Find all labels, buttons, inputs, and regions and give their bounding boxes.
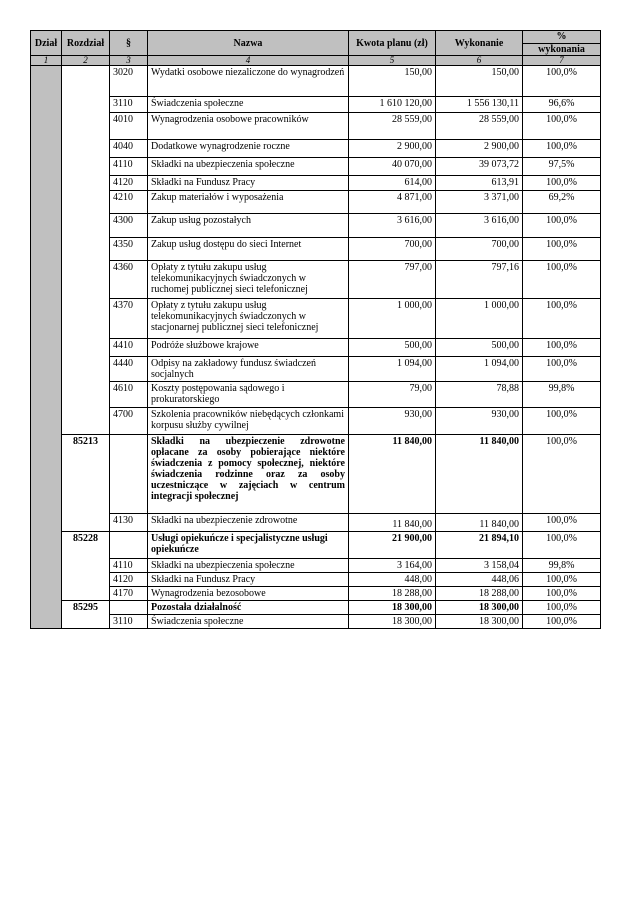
execution-percent: 69,2%	[523, 191, 601, 214]
item-name: Świadczenia społeczne	[148, 97, 349, 113]
plan-amount: 1 610 120,00	[349, 97, 436, 113]
column-number-row	[31, 56, 601, 66]
paragraph-code: 4120	[110, 573, 148, 587]
item-name: Składki na Fundusz Pracy	[148, 573, 349, 587]
plan-amount: 797,00	[349, 261, 436, 299]
execution-percent: 100,0%	[523, 299, 601, 339]
paragraph-code: 4170	[110, 587, 148, 601]
executed-amount: 930,00	[436, 408, 523, 435]
paragraph-code: 4110	[110, 158, 148, 176]
item-name: Wynagrodzenia bezosobowe	[148, 587, 349, 601]
item-name: Świadczenia społeczne	[148, 615, 349, 629]
paragraph-code: 3110	[110, 615, 148, 629]
section-name: Usługi opiekuńcze i specjalistyczne usługi opiekuńcze	[148, 532, 349, 559]
paragraph-code	[110, 435, 148, 514]
table-row	[31, 573, 601, 587]
executed-amount: 500,00	[436, 339, 523, 357]
paragraph-code: 3020	[110, 66, 148, 97]
header-wykonanie: Wykonanie	[436, 31, 523, 56]
header-rozdzial: Rozdział	[62, 31, 110, 56]
plan-amount: 18 288,00	[349, 587, 436, 601]
paragraph-code: 3110	[110, 97, 148, 113]
plan-amount: 40 070,00	[349, 158, 436, 176]
table-row	[31, 408, 601, 435]
executed-amount: 11 840,00	[436, 435, 523, 514]
table-row	[31, 191, 601, 214]
plan-amount: 18 300,00	[349, 615, 436, 629]
paragraph-code: 4700	[110, 408, 148, 435]
executed-amount: 3 371,00	[436, 191, 523, 214]
executed-amount: 700,00	[436, 238, 523, 261]
section-name: Pozostała działalność	[148, 601, 349, 615]
executed-amount: 1 000,00	[436, 299, 523, 339]
paragraph-code: 4440	[110, 357, 148, 382]
column-number: 2	[62, 56, 110, 66]
table-header	[31, 31, 601, 66]
executed-amount: 1 556 130,11	[436, 97, 523, 113]
plan-amount: 1 000,00	[349, 299, 436, 339]
paragraph-code: 4350	[110, 238, 148, 261]
table-row	[31, 140, 601, 158]
plan-amount: 2 900,00	[349, 140, 436, 158]
budget-execution-table	[30, 30, 601, 629]
item-name: Zakup usług dostępu do sieci Internet	[148, 238, 349, 261]
item-name: Dodatkowe wynagrodzenie roczne	[148, 140, 349, 158]
rozdzial-code: 85213	[62, 435, 110, 532]
paragraph-code: 4130	[110, 514, 148, 532]
rozdzial-code: 85295	[62, 601, 110, 629]
item-name: Zakup materiałów i wyposażenia	[148, 191, 349, 214]
plan-amount: 79,00	[349, 382, 436, 408]
execution-percent: 100,0%	[523, 214, 601, 238]
plan-amount: 11 840,00	[349, 514, 436, 532]
table-row	[31, 357, 601, 382]
executed-amount: 2 900,00	[436, 140, 523, 158]
column-number: 6	[436, 56, 523, 66]
plan-amount: 18 300,00	[349, 601, 436, 615]
column-number: 4	[148, 56, 349, 66]
executed-amount: 18 288,00	[436, 587, 523, 601]
item-name: Składki na Fundusz Pracy	[148, 176, 349, 191]
header-dzial: Dział	[31, 31, 62, 56]
table-row	[31, 113, 601, 140]
item-name: Podróże służbowe krajowe	[148, 339, 349, 357]
paragraph-code: 4210	[110, 191, 148, 214]
plan-amount: 28 559,00	[349, 113, 436, 140]
paragraph-code: 4370	[110, 299, 148, 339]
execution-percent: 100,0%	[523, 238, 601, 261]
plan-amount: 4 871,00	[349, 191, 436, 214]
paragraph-code: 4010	[110, 113, 148, 140]
paragraph-code	[110, 532, 148, 559]
section-name: Składki na ubezpieczenie zdrowotne opłacane za osoby pobierające niektóre świadczenia z pomocy społecznej, niektóre świadczenia rodzinne oraz za osoby uczestniczące w zajęciach w centrum integracji społecznej	[148, 435, 349, 514]
executed-amount: 39 073,72	[436, 158, 523, 176]
table-body	[31, 66, 601, 629]
table-row	[31, 176, 601, 191]
execution-percent: 99,8%	[523, 382, 601, 408]
executed-amount: 18 300,00	[436, 601, 523, 615]
table-row	[31, 214, 601, 238]
executed-amount: 1 094,00	[436, 357, 523, 382]
table-row	[31, 601, 601, 615]
column-number: 7	[523, 56, 601, 66]
item-name: Składki na ubezpieczenia społeczne	[148, 559, 349, 573]
executed-amount: 150,00	[436, 66, 523, 97]
table-row	[31, 382, 601, 408]
header-percent-symbol: %	[523, 31, 600, 44]
executed-amount: 448,06	[436, 573, 523, 587]
table-row	[31, 435, 601, 514]
paragraph-code: 4360	[110, 261, 148, 299]
item-name: Składki na ubezpieczenie zdrowotne	[148, 514, 349, 532]
item-name: Opłaty z tytułu zakupu usług telekomunikacyjnych świadczonych w stacjonarnej publicznej sieci telefonicznej	[148, 299, 349, 339]
executed-amount: 28 559,00	[436, 113, 523, 140]
plan-amount: 700,00	[349, 238, 436, 261]
execution-percent: 100,0%	[523, 261, 601, 299]
table-row	[31, 339, 601, 357]
plan-amount: 3 164,00	[349, 559, 436, 573]
table-row	[31, 158, 601, 176]
plan-amount: 614,00	[349, 176, 436, 191]
header-row	[31, 31, 601, 56]
rozdzial-code: 85228	[62, 532, 110, 601]
executed-amount: 613,91	[436, 176, 523, 191]
execution-percent: 100,0%	[523, 140, 601, 158]
header-percent-word: wykonania	[538, 44, 585, 55]
table-row	[31, 66, 601, 97]
item-name: Opłaty z tytułu zakupu usług telekomunikacyjnych świadczonych w ruchomej publicznej sieci telefonicznej	[148, 261, 349, 299]
plan-amount: 150,00	[349, 66, 436, 97]
execution-percent: 100,0%	[523, 408, 601, 435]
execution-percent: 100,0%	[523, 357, 601, 382]
paragraph-code: 4110	[110, 559, 148, 573]
executed-amount: 18 300,00	[436, 615, 523, 629]
paragraph-code: 4610	[110, 382, 148, 408]
executed-amount: 11 840,00	[436, 514, 523, 532]
execution-percent: 100,0%	[523, 532, 601, 559]
header-kwota-planu: Kwota planu (zł)	[349, 31, 436, 56]
execution-percent: 100,0%	[523, 176, 601, 191]
execution-percent: 100,0%	[523, 514, 601, 532]
execution-percent: 100,0%	[523, 615, 601, 629]
table-row	[31, 559, 601, 573]
table-row	[31, 238, 601, 261]
executed-amount: 3 616,00	[436, 214, 523, 238]
column-number: 3	[110, 56, 148, 66]
execution-percent: 100,0%	[523, 601, 601, 615]
header-procent-wykonania	[523, 31, 601, 56]
item-name: Koszty postępowania sądowego i prokuratorskiego	[148, 382, 349, 408]
execution-percent: 100,0%	[523, 435, 601, 514]
item-name: Wydatki osobowe niezaliczone do wynagrodzeń	[148, 66, 349, 97]
execution-percent: 100,0%	[523, 573, 601, 587]
plan-amount: 11 840,00	[349, 435, 436, 514]
table-row	[31, 615, 601, 629]
plan-amount: 448,00	[349, 573, 436, 587]
execution-percent: 97,5%	[523, 158, 601, 176]
header-nazwa: Nazwa	[148, 31, 349, 56]
item-name: Odpisy na zakładowy fundusz świadczeń socjalnych	[148, 357, 349, 382]
item-name: Składki na ubezpieczenia społeczne	[148, 158, 349, 176]
plan-amount: 3 616,00	[349, 214, 436, 238]
table-row	[31, 514, 601, 532]
executed-amount: 21 894,10	[436, 532, 523, 559]
executed-amount: 3 158,04	[436, 559, 523, 573]
item-name: Wynagrodzenia osobowe pracowników	[148, 113, 349, 140]
plan-amount: 21 900,00	[349, 532, 436, 559]
plan-amount: 930,00	[349, 408, 436, 435]
execution-percent: 100,0%	[523, 66, 601, 97]
execution-percent: 100,0%	[523, 339, 601, 357]
paragraph-code: 4040	[110, 140, 148, 158]
dzial-cell	[31, 66, 62, 629]
table-row	[31, 97, 601, 113]
plan-amount: 500,00	[349, 339, 436, 357]
plan-amount: 1 094,00	[349, 357, 436, 382]
executed-amount: 78,88	[436, 382, 523, 408]
table-row	[31, 261, 601, 299]
execution-percent: 99,8%	[523, 559, 601, 573]
paragraph-code: 4410	[110, 339, 148, 357]
column-number: 5	[349, 56, 436, 66]
paragraph-code	[110, 601, 148, 615]
paragraph-code: 4300	[110, 214, 148, 238]
table-row	[31, 299, 601, 339]
paragraph-code: 4120	[110, 176, 148, 191]
table-row	[31, 587, 601, 601]
execution-percent: 96,6%	[523, 97, 601, 113]
item-name: Szkolenia pracowników niebędących członkami korpusu służby cywilnej	[148, 408, 349, 435]
execution-percent: 100,0%	[523, 587, 601, 601]
executed-amount: 797,16	[436, 261, 523, 299]
column-number: 1	[31, 56, 62, 66]
header-paragraf: §	[110, 31, 148, 56]
execution-percent: 100,0%	[523, 113, 601, 140]
rozdzial-cell	[62, 66, 110, 435]
item-name: Zakup usług pozostałych	[148, 214, 349, 238]
table-row	[31, 532, 601, 559]
